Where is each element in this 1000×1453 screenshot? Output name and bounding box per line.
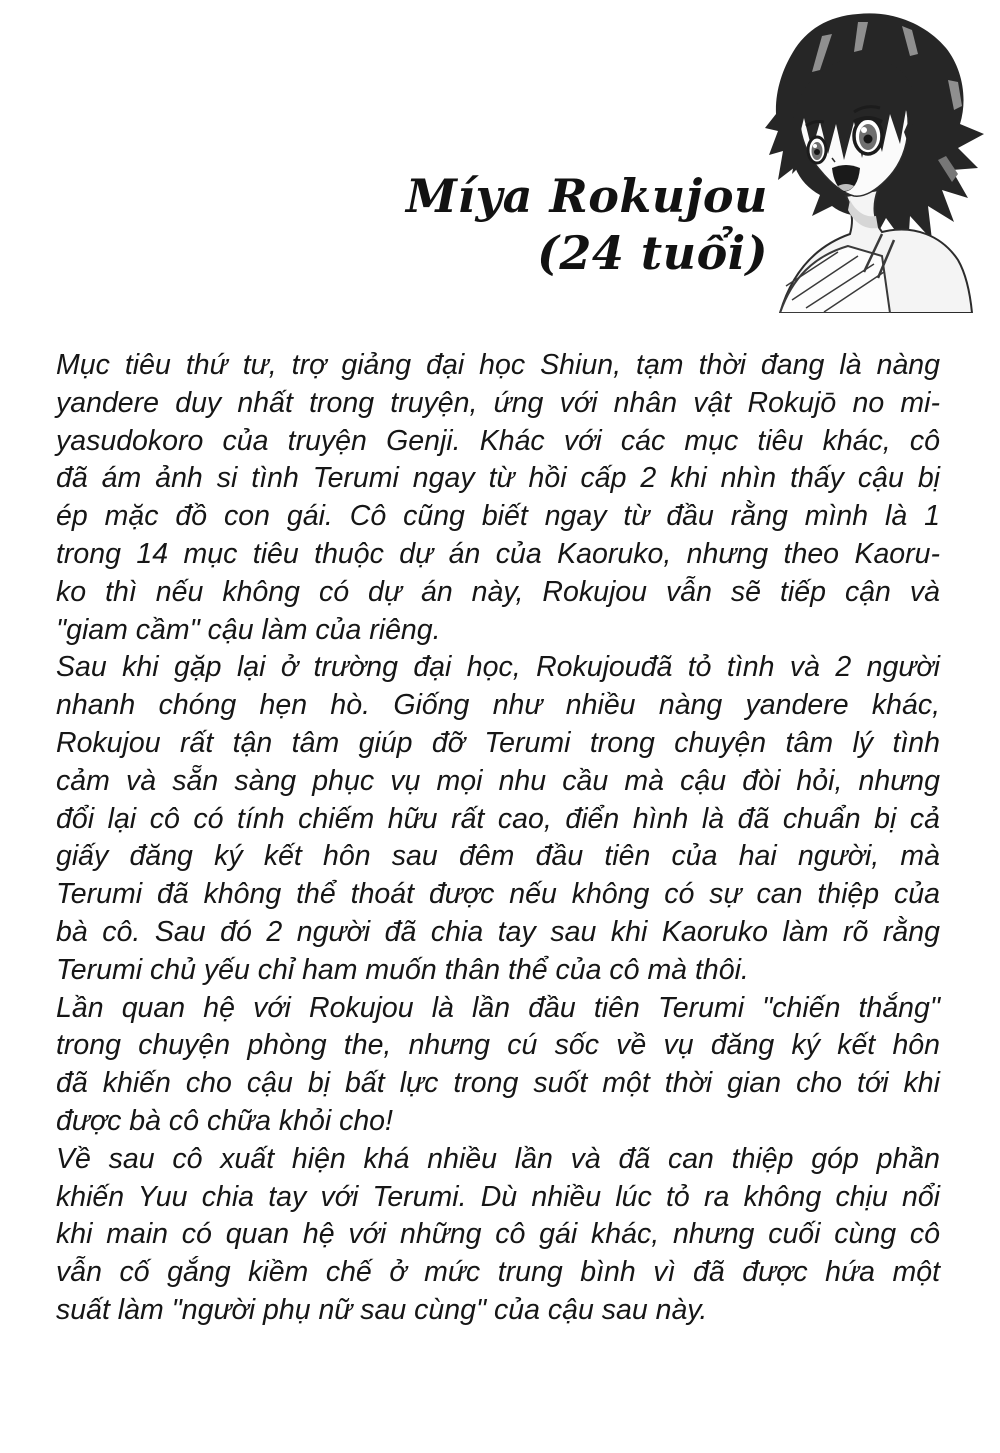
text-line: vẫn cố gắng kiềm chế ở mức trung bình vì đã được hứa một bbox=[56, 1256, 940, 1289]
text-line: Terumi đã không thể thoát được nếu không có sự can thiệp của bbox=[56, 878, 940, 911]
text-line: trong chuyện phòng the, nhưng cú sốc về vụ đăng ký kết hôn bbox=[56, 1029, 940, 1062]
text-line: yasudokoro của truyện Genji. Khác với các mục tiêu khác, cô bbox=[56, 424, 940, 457]
text-line: ép mặc đồ con gái. Cô cũng biết ngay từ đầu rằng mình là 1 bbox=[56, 500, 940, 533]
text-line: Về sau cô xuất hiện khá nhiều lần và đã can thiệp góp phần bbox=[56, 1142, 940, 1175]
text-line: bà cô. Sau đó 2 người đã chia tay sau khi Kaoruko làm rõ rằng bbox=[56, 915, 940, 948]
text-line: Lần quan hệ với Rokujou là lần đầu tiên Terumi "chiến thắng" bbox=[56, 991, 940, 1024]
text-line: yandere duy nhất trong truyện, ứng với nhân vật Rokujō no mi- bbox=[56, 386, 940, 419]
text-line: khiến Yuu chia tay với Terumi. Dù nhiều lúc tỏ ra không chịu nổi bbox=[56, 1180, 940, 1213]
character-title bbox=[406, 168, 768, 282]
text-line: Sau khi gặp lại ở trường đại học, Rokujouđã tỏ tình và 2 người bbox=[56, 651, 940, 684]
character-name: Míya Rokujou bbox=[406, 169, 768, 223]
text-line: Mục tiêu thứ tư, trợ giảng đại học Shiun, tạm thời đang là nàng bbox=[56, 349, 940, 381]
text-line: đổi lại cô có tính chiếm hữu rất cao, điển hình là đã chuẩn bị cả bbox=[56, 802, 940, 835]
text-line: đã ám ảnh si tình Terumi ngay từ hồi cấp 2 khi nhìn thấy cậu bị bbox=[56, 462, 940, 495]
text-line: giấy đăng ký kết hôn sau đêm đầu tiên của hai người, mà bbox=[56, 840, 940, 873]
text-line: Rokujou rất tận tâm giúp đỡ Terumi trong chuyện tâm lý tình bbox=[56, 726, 940, 759]
text-line: suất làm "người phụ nữ sau cùng" của cậu sau này. bbox=[56, 1293, 708, 1326]
text-line: "giam cầm" cậu làm của riêng. bbox=[56, 613, 441, 646]
text-line: đã khiến cho cậu bị bất lực trong suốt một thời gian cho tới khi bbox=[56, 1067, 940, 1100]
text-line: khi main có quan hệ với những cô gái khác, nhưng cuối cùng cô bbox=[56, 1218, 940, 1251]
manga-girl-illustration bbox=[762, 10, 995, 313]
character-age: (24 tuổi) bbox=[537, 226, 768, 280]
text-line: được bà cô chữa khỏi cho! bbox=[56, 1104, 393, 1137]
character-portrait bbox=[762, 10, 995, 313]
text-line: Terumi chủ yếu chỉ ham muốn thân thể của cô mà thôi. bbox=[56, 953, 749, 986]
body-text bbox=[56, 347, 940, 1330]
text-line: trong 14 mục tiêu thuộc dự án của Kaoruko, nhưng theo Kaoru- bbox=[56, 537, 940, 570]
text-line: nhanh chóng hẹn hò. Giống như nhiều nàng yandere khác, bbox=[56, 689, 940, 722]
text-line: ko thì nếu không có dự án này, Rokujou vẫn sẽ tiếp cận và bbox=[56, 575, 940, 608]
text-line: cảm và sẵn sàng phục vụ mọi nhu cầu mà cậu đòi hỏi, nhưng bbox=[56, 764, 940, 797]
